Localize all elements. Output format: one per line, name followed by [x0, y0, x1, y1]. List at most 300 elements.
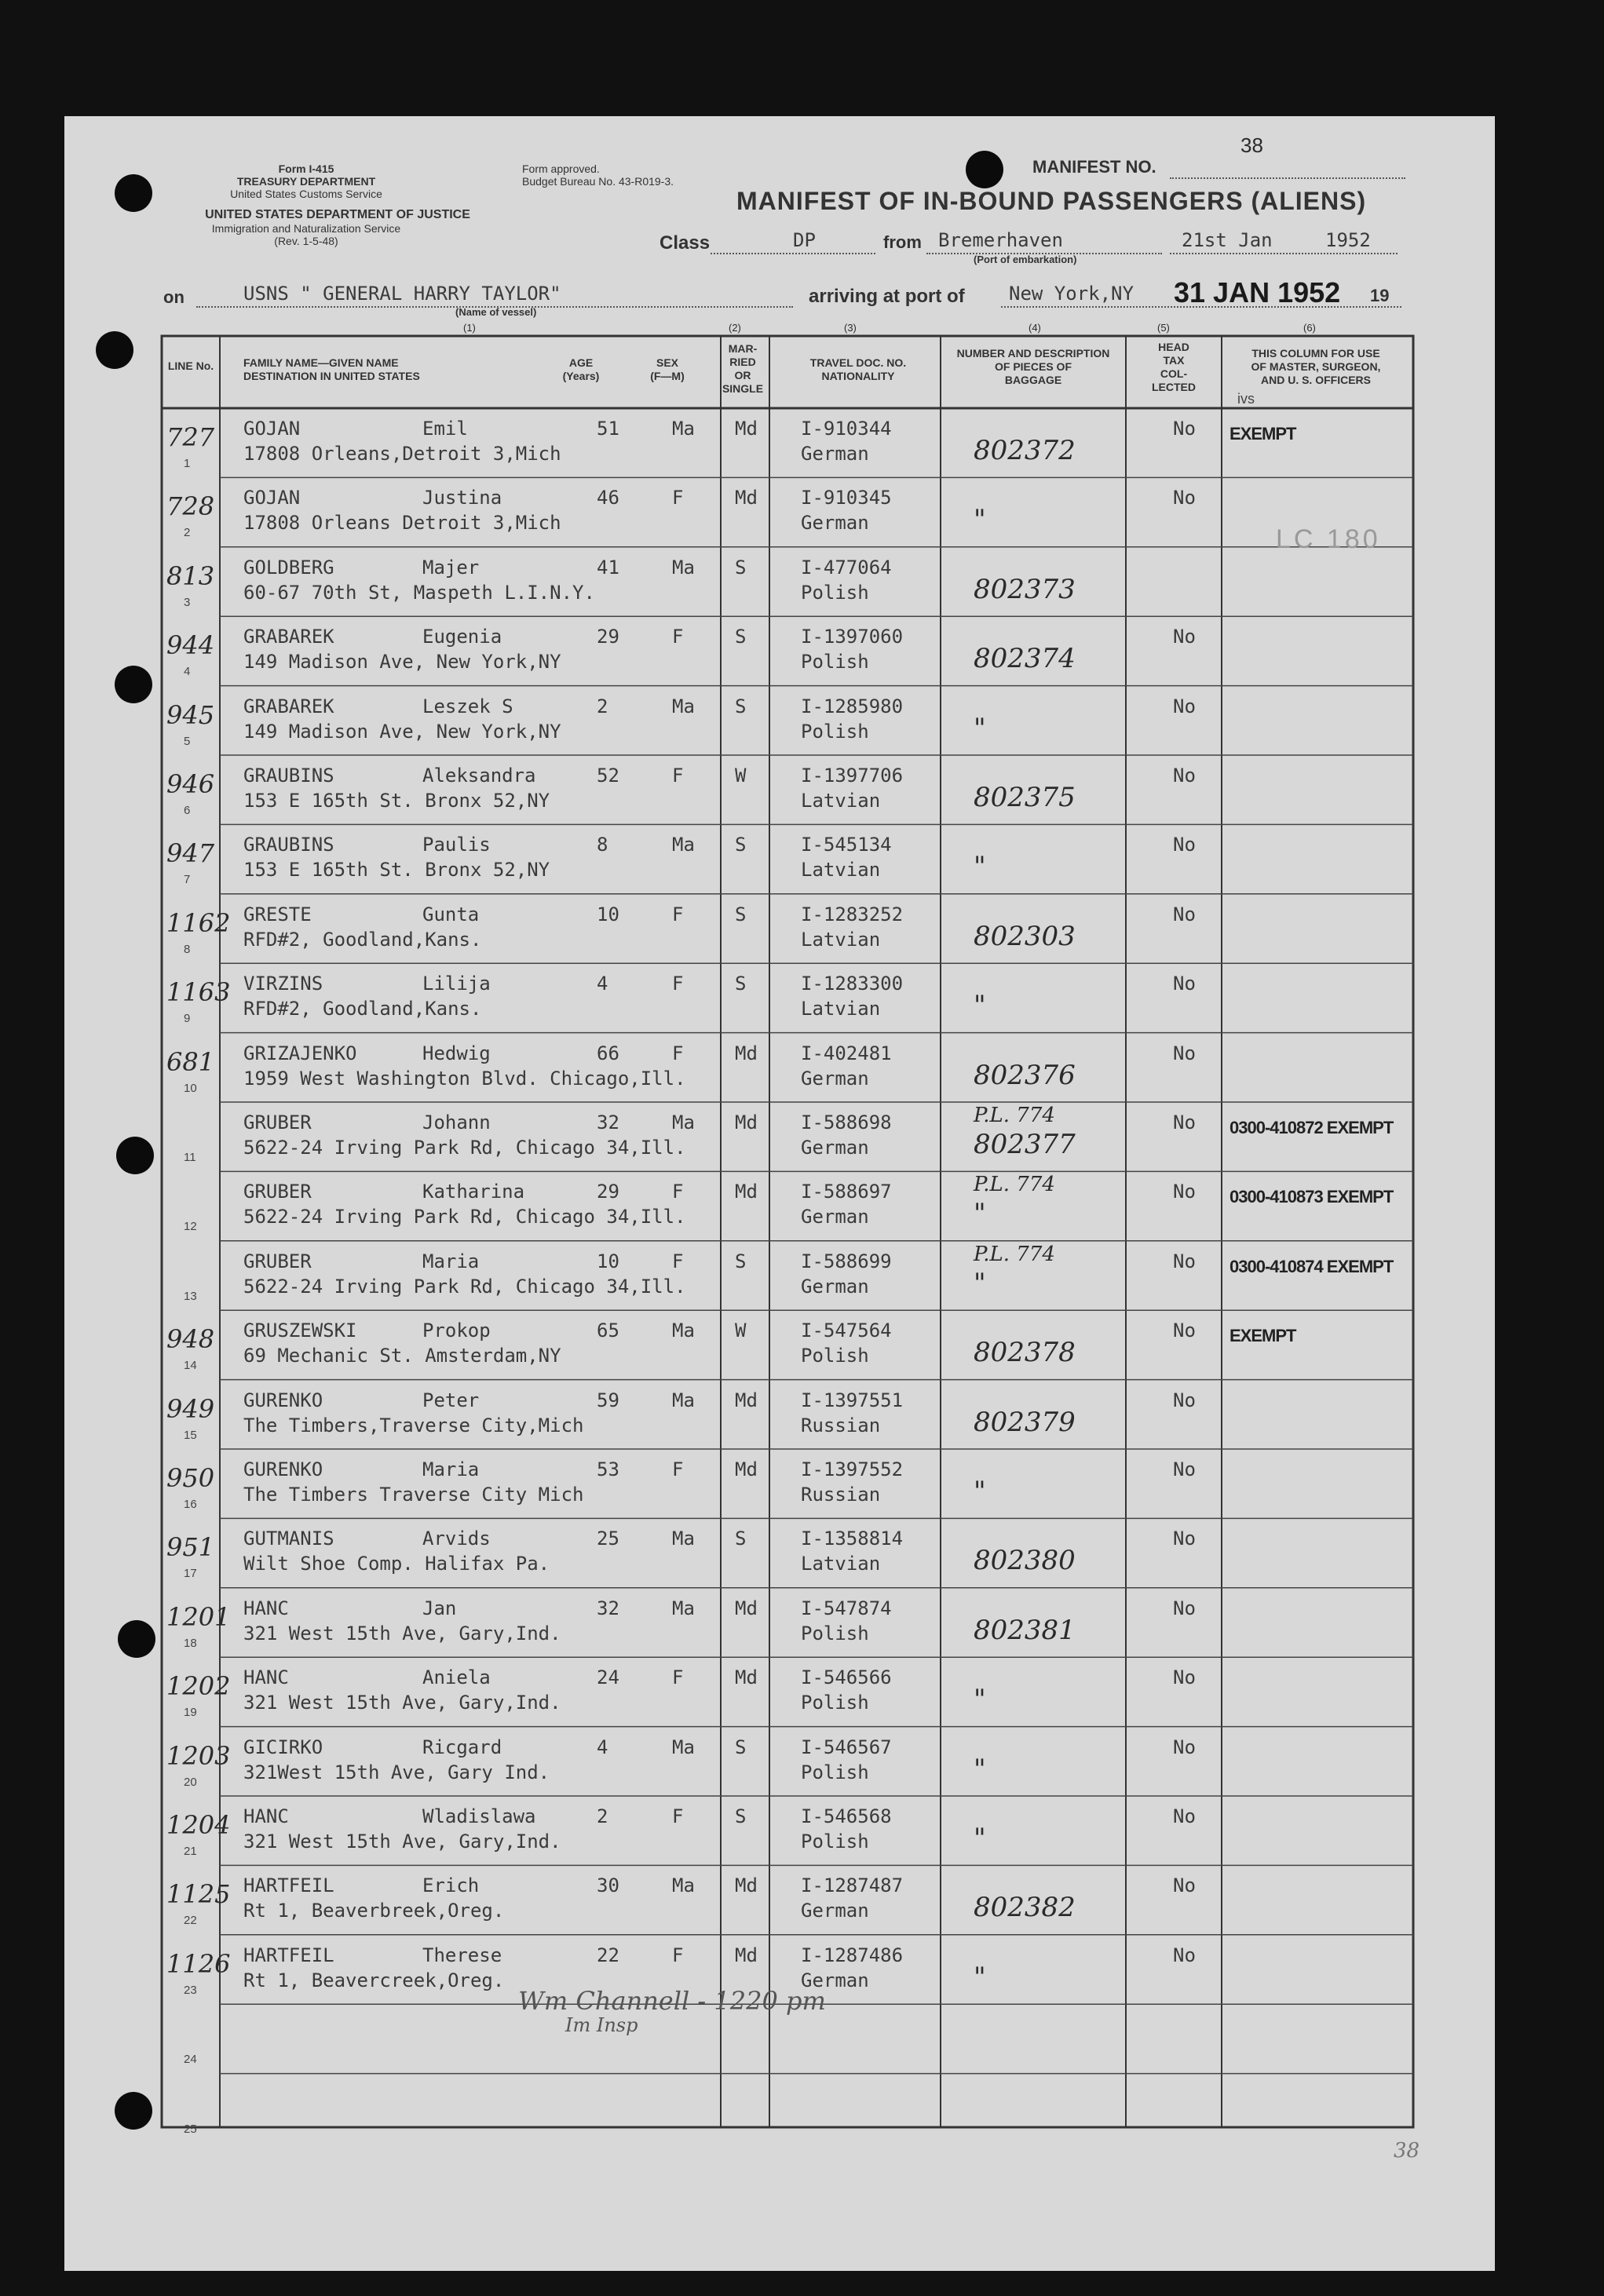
hand-line-number: 950 [166, 1463, 215, 1493]
header-age: AGE (Years) [562, 356, 600, 382]
family-name: GRESTE [243, 903, 312, 925]
destination: 17808 Orleans,Detroit 3,Mich [243, 443, 561, 465]
head-tax: No [1173, 903, 1196, 925]
year-suffix: 19 [1370, 286, 1390, 305]
baggage-number: " [974, 1267, 986, 1299]
manifest-no-label: MANIFEST NO. [1032, 157, 1156, 177]
hand-line-number: 945 [166, 699, 215, 730]
officers-note: ivs [1237, 391, 1255, 407]
family-name: GRUBER [243, 1250, 312, 1272]
line-number: 3 [184, 595, 191, 609]
travel-doc-number: I-588697 [801, 1181, 892, 1203]
budget-bureau: Budget Bureau No. 43-R019-3. [522, 175, 674, 188]
destination: RFD#2, Goodland,Kans. [243, 998, 482, 1020]
travel-doc-number: I-910345 [801, 487, 892, 509]
marital-status: S [735, 903, 747, 925]
hand-line-number: 946 [166, 769, 215, 799]
hand-line-number: 947 [166, 838, 215, 869]
head-tax: No [1173, 1042, 1196, 1064]
age: 29 [597, 1181, 619, 1203]
destination: 153 E 165th St. Bronx 52,NY [243, 859, 550, 882]
vessel-name: USNS " GENERAL HARRY TAYLOR" [243, 283, 561, 305]
family-name: HANC [243, 1805, 289, 1827]
destination: 5622-24 Irving Park Rd, Chicago 34,Ill. [243, 1137, 686, 1159]
baggage-number: " [974, 851, 986, 883]
head-tax: No [1173, 1736, 1196, 1758]
travel-doc-number: I-1285980 [801, 695, 904, 717]
baggage-number: " [974, 1753, 986, 1785]
baggage-number: 802378 [974, 1337, 1076, 1369]
age: 32 [597, 1597, 619, 1619]
travel-doc-number: I-1397706 [801, 765, 904, 787]
marital-status: Md [735, 1597, 758, 1619]
destination: 5622-24 Irving Park Rd, Chicago 34,Ill. [243, 1275, 686, 1298]
sex: F [672, 1042, 684, 1064]
given-name: Gunta [422, 903, 480, 925]
marital-status: S [735, 1736, 747, 1758]
line-number: 25 [184, 2122, 197, 2136]
nationality: German [801, 1206, 869, 1228]
family-name: GRUBER [243, 1181, 312, 1203]
given-name: Justina [422, 487, 502, 509]
form-approved: Form approved. [522, 162, 600, 175]
marital-status: S [735, 834, 747, 856]
col-number-5: (5) [1157, 322, 1170, 334]
line-number: 20 [184, 1775, 197, 1789]
sex: Ma [672, 1874, 695, 1897]
sex: Ma [672, 1320, 695, 1342]
nationality: Russian [801, 1414, 881, 1436]
family-name: GRIZAJENKO [243, 1042, 357, 1064]
given-name: Hedwig [422, 1042, 491, 1064]
sex: F [672, 1250, 684, 1272]
age: 59 [597, 1389, 619, 1411]
marital-status: Md [735, 1389, 758, 1411]
travel-doc-number: I-1358814 [801, 1528, 904, 1550]
given-name: Peter [422, 1389, 480, 1411]
nationality: Russian [801, 1484, 881, 1506]
arrival-date-stamp: 31 JAN 1952 [1174, 276, 1341, 308]
line-number: 4 [184, 665, 191, 679]
arriving-label: arriving at port of [809, 286, 965, 307]
hand-line-number: 1126 [166, 1948, 231, 1979]
hand-line-number: 681 [166, 1046, 215, 1077]
faint-stamp: LC 180 [1276, 524, 1381, 554]
destination: 149 Madison Ave, New York,NY [243, 651, 561, 673]
age: 22 [597, 1944, 619, 1966]
marital-status: Md [735, 1944, 758, 1966]
nationality: Polish [801, 1692, 869, 1714]
marital-status: S [735, 973, 747, 995]
sex: F [672, 487, 684, 509]
nationality: Latvian [801, 928, 881, 951]
travel-doc-number: I-588698 [801, 1111, 892, 1133]
marital-status: Md [735, 418, 758, 440]
given-name: Katharina [422, 1181, 525, 1203]
nationality: German [801, 1137, 869, 1159]
hand-line-number: 944 [166, 630, 215, 661]
travel-doc-number: I-1283252 [801, 903, 904, 925]
destination: 153 E 165th St. Bronx 52,NY [243, 790, 550, 812]
customs-service: United States Customs Service [230, 188, 382, 200]
header-head-tax: HEAD TAX COL- LECTED [1152, 341, 1196, 393]
hand-line-number: 949 [166, 1393, 215, 1424]
line-number: 13 [184, 1289, 197, 1303]
sex: F [672, 1181, 684, 1203]
line-number: 22 [184, 1914, 197, 1928]
line-number: 14 [184, 1359, 197, 1373]
given-name: Aniela [422, 1666, 491, 1689]
sex: Ma [672, 1111, 695, 1133]
line-number: 9 [184, 1012, 191, 1026]
baggage-number: " [974, 1476, 986, 1507]
marital-status: Md [735, 1111, 758, 1133]
sex: Ma [672, 1528, 695, 1550]
travel-doc-number: I-546567 [801, 1736, 892, 1758]
given-name: Ricgard [422, 1736, 502, 1758]
baggage-number: 802379 [974, 1406, 1076, 1438]
baggage-number: " [974, 990, 986, 1022]
nationality: Latvian [801, 859, 881, 882]
given-name: Emil [422, 418, 468, 440]
col-number-6: (6) [1303, 322, 1316, 334]
hand-line-number: 813 [166, 560, 215, 591]
travel-doc-number: I-1283300 [801, 973, 904, 995]
travel-doc-number: I-477064 [801, 556, 892, 579]
age: 10 [597, 903, 619, 925]
destination: 321 West 15th Ave, Gary,Ind. [243, 1831, 561, 1852]
age: 51 [597, 418, 619, 440]
hand-line-number: 1204 [166, 1810, 231, 1840]
head-tax: No [1173, 1320, 1196, 1342]
line-number: 7 [184, 873, 191, 887]
age: 4 [597, 1736, 608, 1758]
baggage-number: 802376 [974, 1059, 1076, 1091]
col-number-4: (4) [1029, 322, 1041, 334]
destination: The Timbers,Traverse City,Mich [243, 1414, 584, 1436]
marital-status: S [735, 1250, 747, 1272]
manifest-title: MANIFEST OF IN-BOUND PASSENGERS (ALIENS) [736, 187, 1367, 215]
age: 53 [597, 1458, 619, 1480]
travel-doc-number: I-1287487 [801, 1874, 904, 1897]
sex: F [672, 626, 684, 648]
officer-note: 0300-410874 EXEMPT [1229, 1256, 1394, 1276]
marital-status: S [735, 1528, 747, 1550]
line-number: 23 [184, 1983, 197, 1997]
head-tax: No [1173, 1250, 1196, 1272]
given-name: Aleksandra [422, 765, 536, 787]
head-tax: No [1173, 1874, 1196, 1897]
head-tax: No [1173, 1666, 1196, 1689]
marital-status: W [735, 765, 747, 787]
family-name: VIRZINS [243, 973, 323, 995]
family-name: GOJAN [243, 418, 301, 440]
head-tax: No [1173, 765, 1196, 787]
line-number: 18 [184, 1636, 197, 1650]
line-number: 10 [184, 1081, 197, 1095]
nationality: Polish [801, 651, 869, 673]
destination: Rt 1, Beaverbreek,Oreg. [243, 1900, 505, 1922]
given-name: Wladislawa [422, 1805, 536, 1827]
line-number: 24 [184, 2053, 197, 2067]
given-name: Maria [422, 1250, 480, 1272]
officer-note: EXEMPT [1229, 1326, 1296, 1346]
baggage-number: " [974, 1684, 986, 1716]
baggage-pl-note: P.L. 774 [974, 1104, 1055, 1127]
given-name: Erich [422, 1874, 480, 1897]
destination: 1959 West Washington Blvd. Chicago,Ill. [243, 1067, 686, 1090]
marital-status: W [735, 1320, 747, 1342]
form-revision: (Rev. 1-5-48) [274, 235, 338, 247]
sex: Ma [672, 556, 695, 579]
age: 52 [597, 765, 619, 787]
inspector-signature: Wm Channell - 1220 pm [518, 1986, 826, 2016]
given-name: Leszek S [422, 695, 513, 717]
given-name: Arvids [422, 1528, 491, 1550]
baggage-number: 802382 [974, 1892, 1076, 1924]
nationality: German [801, 1969, 869, 1991]
marital-status: Md [735, 487, 758, 509]
given-name: Majer [422, 556, 480, 579]
line-number: 2 [184, 526, 191, 540]
line-number: 5 [184, 734, 191, 748]
destination: The Timbers Traverse City Mich [243, 1484, 584, 1506]
header-line-no: LINE No. [167, 360, 214, 372]
justice-dept: UNITED STATES DEPARTMENT OF JUSTICE [205, 208, 470, 221]
col-number-2: (2) [729, 322, 741, 334]
head-tax: No [1173, 1528, 1196, 1550]
head-tax: No [1173, 487, 1196, 509]
col-number-3: (3) [844, 322, 857, 334]
age: 46 [597, 487, 619, 509]
sex: Ma [672, 695, 695, 717]
sex: Ma [672, 834, 695, 856]
age: 25 [597, 1528, 619, 1550]
head-tax: No [1173, 1389, 1196, 1411]
hand-line-number: 951 [166, 1532, 215, 1563]
officer-note: 0300-410872 EXEMPT [1229, 1118, 1394, 1137]
destination: RFD#2, Goodland,Kans. [243, 928, 482, 951]
age: 2 [597, 1805, 608, 1827]
travel-doc-number: I-910344 [801, 418, 892, 440]
head-tax: No [1173, 1111, 1196, 1133]
family-name: GRUBER [243, 1111, 312, 1133]
header-officers: THIS COLUMN FOR USE OF MASTER, SURGEON, AND U. S. OFFICERS [1251, 347, 1381, 386]
nationality: German [801, 1067, 869, 1090]
sex: Ma [672, 418, 695, 440]
family-name: GRAUBINS [243, 834, 334, 856]
nationality: Polish [801, 1761, 869, 1783]
marital-status: Md [735, 1874, 758, 1897]
form-number: Form I-415 [278, 162, 334, 175]
given-name: Lilija [422, 973, 491, 995]
given-name: Maria [422, 1458, 480, 1480]
travel-doc-number: I-588699 [801, 1250, 892, 1272]
baggage-number: " [974, 1823, 986, 1854]
sex: Ma [672, 1389, 695, 1411]
hand-line-number: 1125 [166, 1879, 231, 1910]
nationality: German [801, 1275, 869, 1298]
line-number: 17 [184, 1567, 197, 1581]
nationality: Polish [801, 1345, 869, 1367]
sex: F [672, 1805, 684, 1827]
page-number: 38 [1240, 133, 1263, 157]
head-tax: No [1173, 695, 1196, 717]
destination: 17808 Orleans Detroit 3,Mich [243, 512, 561, 535]
header-sex: SEX (F—M) [650, 356, 685, 382]
baggage-number: " [974, 712, 986, 744]
given-name: Paulis [422, 834, 491, 856]
family-name: GURENKO [243, 1389, 323, 1411]
travel-doc-number: I-546568 [801, 1805, 892, 1827]
given-name: Jan [422, 1597, 457, 1619]
baggage-number: 802375 [974, 782, 1076, 813]
class-value: DP [793, 229, 816, 251]
age: 30 [597, 1874, 619, 1897]
head-tax: No [1173, 1944, 1196, 1966]
given-name: Prokop [422, 1320, 491, 1342]
line-number: 1 [184, 457, 191, 470]
nationality: Latvian [801, 998, 881, 1020]
family-name: GOJAN [243, 487, 301, 509]
hand-line-number: 1202 [166, 1671, 231, 1702]
marital-status: S [735, 626, 747, 648]
given-name: Eugenia [422, 626, 502, 648]
corner-page-number: 38 [1394, 2139, 1420, 2163]
travel-doc-number: I-545134 [801, 834, 892, 856]
age: 29 [597, 626, 619, 648]
nationality: Latvian [801, 790, 881, 812]
age: 66 [597, 1042, 619, 1064]
head-tax: No [1173, 973, 1196, 995]
travel-doc-number: I-547564 [801, 1320, 892, 1342]
head-tax: No [1173, 1181, 1196, 1203]
officer-note: EXEMPT [1229, 424, 1296, 444]
inspector-title: Im Insp [565, 2014, 638, 2036]
baggage-number: 802373 [974, 573, 1076, 605]
family-name: HANC [243, 1666, 289, 1689]
travel-doc-number: I-1287486 [801, 1944, 904, 1966]
travel-doc-number: I-1397551 [801, 1389, 904, 1411]
line-number: 6 [184, 804, 191, 817]
nationality: Latvian [801, 1553, 881, 1575]
nationality: German [801, 1900, 869, 1922]
head-tax: No [1173, 1805, 1196, 1827]
baggage-number: " [974, 1961, 986, 1993]
class-label: Class [660, 232, 711, 254]
destination: 60-67 70th St, Maspeth L.I.N.Y. [243, 581, 595, 604]
from-value: Bremerhaven [938, 229, 1063, 251]
header-married: MAR- RIED OR SINGLE [722, 342, 764, 395]
destination: 321West 15th Ave, Gary Ind. [243, 1761, 550, 1783]
header-baggage: NUMBER AND DESCRIPTION OF PIECES OF BAGGAGE [956, 347, 1110, 386]
hand-line-number: 727 [166, 422, 215, 452]
baggage-number: 802372 [974, 435, 1076, 466]
destination: 321 West 15th Ave, Gary,Ind. [243, 1622, 561, 1644]
family-name: GRUSZEWSKI [243, 1320, 357, 1342]
marital-status: S [735, 695, 747, 717]
travel-doc-number: I-1397060 [801, 626, 904, 648]
marital-status: Md [735, 1181, 758, 1203]
nationality: Polish [801, 1831, 869, 1852]
sex: F [672, 903, 684, 925]
head-tax: No [1173, 1458, 1196, 1480]
sex: F [672, 1666, 684, 1689]
hand-line-number: 1162 [166, 907, 231, 938]
given-name: Johann [422, 1111, 491, 1133]
line-number: 11 [184, 1151, 196, 1164]
head-tax: No [1173, 834, 1196, 856]
baggage-number: 802303 [974, 920, 1076, 952]
baggage-number: 802380 [974, 1545, 1076, 1577]
line-number: 15 [184, 1428, 197, 1442]
family-name: GRABAREK [243, 626, 334, 648]
destination: 321 West 15th Ave, Gary,Ind. [243, 1692, 561, 1714]
header-travel-doc: TRAVEL DOC. NO. NATIONALITY [809, 356, 907, 382]
baggage-number: " [974, 504, 986, 536]
age: 8 [597, 834, 608, 856]
family-name: GUTMANIS [243, 1528, 334, 1550]
age: 24 [597, 1666, 619, 1689]
age: 41 [597, 556, 619, 579]
date-value: 21st Jan [1182, 229, 1273, 251]
baggage-pl-note: P.L. 774 [974, 1242, 1055, 1266]
nationality: Polish [801, 720, 869, 743]
on-label: on [163, 287, 185, 307]
nationality: German [801, 512, 869, 535]
nationality: Polish [801, 581, 869, 604]
sex: F [672, 973, 684, 995]
hand-line-number: 1201 [166, 1601, 231, 1632]
line-number: 12 [184, 1220, 197, 1234]
hand-line-number: 728 [166, 491, 215, 522]
sex: F [672, 1458, 684, 1480]
head-tax: No [1173, 626, 1196, 648]
marital-status: Md [735, 1458, 758, 1480]
marital-status: Md [735, 1666, 758, 1689]
given-name: Therese [422, 1944, 502, 1966]
age: 10 [597, 1250, 619, 1272]
travel-doc-number: I-402481 [801, 1042, 892, 1064]
col-number-1: (1) [463, 322, 476, 334]
baggage-number: " [974, 1198, 986, 1230]
sex: Ma [672, 1597, 695, 1619]
embarkation-caption: (Port of embarkation) [974, 254, 1077, 265]
line-number: 16 [184, 1498, 197, 1511]
sex: F [672, 765, 684, 787]
family-name: HARTFEIL [243, 1944, 334, 1966]
nationality: Polish [801, 1622, 869, 1644]
year-value: 1952 [1325, 229, 1371, 251]
hand-line-number: 1203 [166, 1740, 231, 1771]
family-name: HANC [243, 1597, 289, 1619]
nationality: German [801, 443, 869, 465]
header-name-destination: FAMILY NAME—GIVEN NAME DESTINATION IN UNITED STATES [243, 356, 420, 382]
baggage-number: 802381 [974, 1614, 1076, 1646]
marital-status: S [735, 1805, 747, 1827]
travel-doc-number: I-1397552 [801, 1458, 904, 1480]
age: 65 [597, 1320, 619, 1342]
travel-doc-number: I-547874 [801, 1597, 892, 1619]
treasury-dept: TREASURY DEPARTMENT [236, 175, 376, 188]
family-name: GURENKO [243, 1458, 323, 1480]
arrival-port: New York,NY [1009, 283, 1134, 305]
baggage-pl-note: P.L. 774 [974, 1173, 1055, 1197]
head-tax: No [1173, 1597, 1196, 1619]
age: 2 [597, 695, 608, 717]
baggage-number: 802374 [974, 643, 1076, 675]
family-name: GOLDBERG [243, 556, 334, 579]
